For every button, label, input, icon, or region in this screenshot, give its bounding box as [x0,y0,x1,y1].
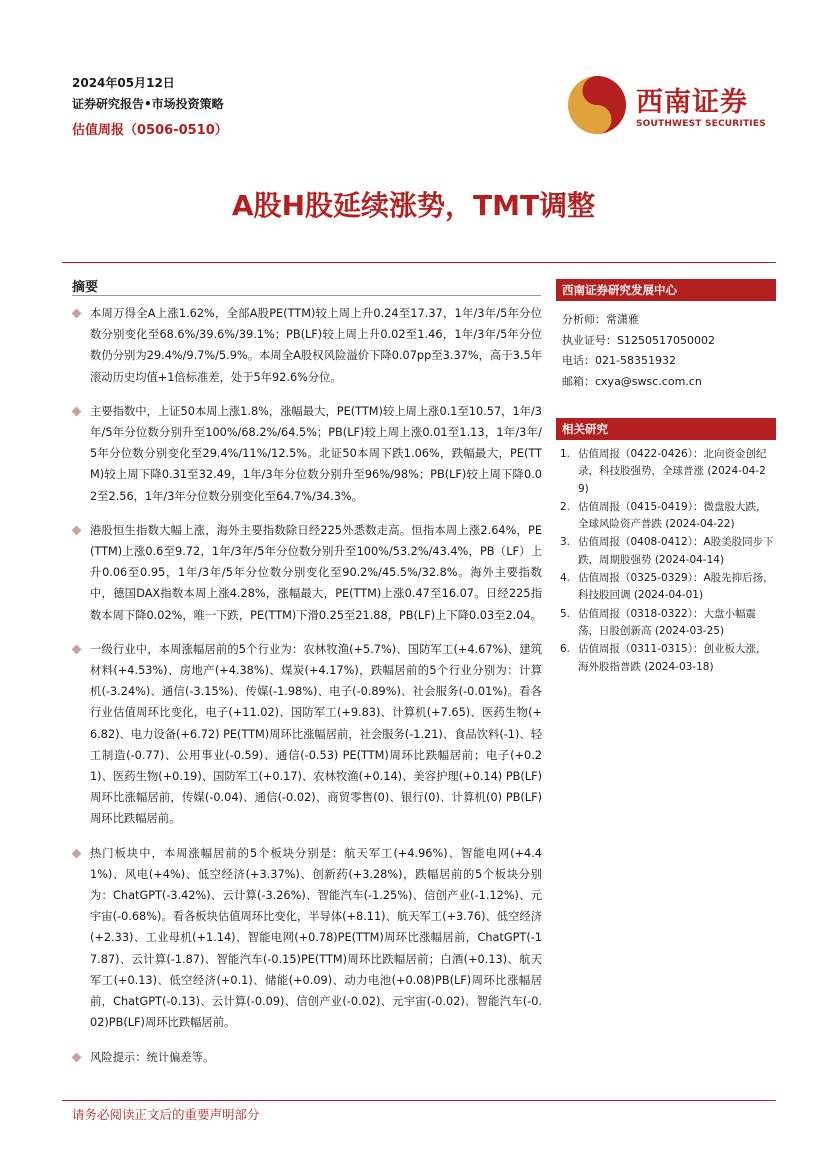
footer-disclaimer: 请务必阅读正文后的重要声明部分 [72,1107,260,1122]
item-number: 1. [560,448,571,460]
abstract-bullet [72,843,542,1034]
southwest-securities-logo-icon [566,74,628,136]
item-text: 估值周报（0422-0426）：北向资金创纪录，科技股强势，全球普涨 (2024-04-29) [578,448,767,495]
diamond-bullet-icon [72,644,82,654]
diamond-bullet-icon [72,1052,82,1062]
item-text: 估值周报（0325-0329）：A股先抑后扬，科技股回调 (2024-04-01) [578,572,774,602]
item-text: 估值周报（0318-0322）：大盘小幅震荡，日股创新高 (2024-03-25) [578,607,756,637]
item-number: 4. [560,572,571,585]
related-research-list [556,440,776,676]
abstract-bullet [72,639,542,830]
analyst-email[interactable]: 邮箱：cxya@swsc.com.cn [562,374,702,388]
abstract-bullet [72,1047,542,1068]
bullet-text: 热门板块中，本周涨幅居前的5个板块分别是：航天军工(+4.96%)、智能电网(+4.41%)、风电(+4%)、低空经济(+3.37%)、创新药(+3.28%)，跌幅居前的5个板块分别为：ChatGPT(-3.42%)、云计算(-3.26%)、智能汽车(-1.25%)、信创产业(-1.12%)、元宇宙(-0.68%)。看各板块估值周环比变化，半导体(+8.11)、航天军工(+3.76)、低空经济(+2.33)、工业母机(+1.14)、智能电网(+0.78)PE(TTM)周环比涨幅居前，ChatGPT(-17.87)、云计算(-1.87)、智能汽车(-0.15)PE(TTM)周环比跌幅居前；白酒(+0.13)、航天军工(+0.13)、低空经济(+0.1)、储能(+0.09)、动力电池(+0.08)PB(LF)周环比涨幅居前，ChatGPT(-0.13)、云计算(-0.09)、信创产业(-0.02)、元宇宙(-0.02)、智能汽车(-0.02)PB(LF)周环比跌幅居前。 [90,846,542,1030]
abstract-bullet [72,520,542,626]
analyst-name: 分析师：常潇雅 [562,313,639,326]
abstract-heading: 摘要 [72,280,99,295]
diamond-bullet-icon [72,406,82,416]
analyst-info [556,301,776,418]
item-text: 估值周报（0311-0315）：创业板大涨，海外股指普跌 (2024-03-18) [578,643,767,673]
abstract-divider [72,295,541,296]
related-research-item[interactable] [556,499,776,534]
diamond-bullet-icon [72,525,82,535]
footer-divider [62,1100,776,1101]
item-text: 估值周报（0408-0412）：A股美股同步下跌，周期股强势 (2024-04-14) [578,536,774,566]
item-number: 5. [560,607,571,620]
diamond-bullet-icon [72,309,82,319]
divider [62,262,776,263]
item-number: 3. [560,536,571,549]
company-logo [566,74,776,136]
item-number: 6. [560,643,571,656]
bullet-text: 港股恒生指数大幅上涨，海外主要指数除日经225外悉数走高。恒指本周上涨2.64%，PE(TTM)上涨0.6至9.72，1年/3年/5年分位数分别升至100%/53.2%/43.4%，PB（LF）上升0.06至0.95，1年/3年/5年分位数分别变化至90.2%/45.5%/32.8%。海外主要指数中，德国DAX指数本周上涨4.28%，涨幅最大，PE(TTM)上涨0.47至16.07。日经225指数本周下降0.02%，唯一下跌，PE(TTM)下滑0.25至21.88，PB(LF)上下降0.03至2.04。 [90,523,542,622]
abstract-bullet [72,401,542,507]
abstract-bullet [72,303,542,388]
related-research-item[interactable] [556,570,776,605]
logo-chinese-name: 西南证券 [636,87,748,118]
related-research-item[interactable] [556,534,776,569]
related-research-item[interactable] [556,606,776,641]
analyst-phone: 电话：021-58351932 [562,354,676,368]
related-research-title: 相关研究 [556,418,776,440]
related-research-item[interactable] [556,641,776,676]
item-text: 估值周报（0415-0419）：微盘股大跌，全球风险资产普跌 (2024-04-22) [578,500,767,531]
report-date: 2024年05月12日 [72,76,175,90]
logo-english-name: SOUTHWEST SECURITIES [636,119,766,129]
diamond-bullet-icon [72,848,82,858]
research-center-title: 西南证券研究发展中心 [556,279,776,301]
sidebar [556,279,776,677]
bullet-text: 本周万得全A上涨1.62%，全部A股PE(TTM)较上周上升0.24至17.37，1年/3年/5年分位数分别变化至68.6%/39.6%/39.1%；PB(LF)较上周上升0.02至1.46，1年/3年/5年分位数仍分别为29.4%/9.7%/5.9%。本周全A股权风险溢价下降0.07pp至3.37%，高于3.5年滚动历史均值+1倍标准差，处于5年92.6%分位。 [90,307,542,384]
item-number: 2. [560,500,571,513]
report-type: 证券研究报告•市场投资策略 [72,97,224,111]
report-series: 估值周报（0506-0510） [72,123,228,138]
bullet-text: 风险提示：统计偏差等。 [90,1050,215,1064]
bullet-text: 一级行业中，本周涨幅居前的5个行业为：农林牧渔(+5.7%)、国防军工(+4.67%)、建筑材料(+4.53%)、房地产(+4.38%)、煤炭(+4.17%)，跌幅居前的5个行业分别为：计算机(-3.24%)、通信(-3.15%)、传媒(-1.98%)、电子(-0.89%)、社会服务(-0.01%)。看各行业估值周环比变化，电子(+11.02)、国防军工(+9.83)、计算机(+7.65)、医药生物(+6.82)、电力设备(+6.72) PE(TTM)周环比涨幅居前，社会服务(-1.21)、食品饮料(-1)、轻工制造(-0.77)、公用事业(-0.59)、通信(-0.53) PE(TTM)周环比跌幅居前；电子(+0.21)、医药生物(+0.19)、国防军工(+0.17)、农林牧渔(+0.14)、美容护理(+0.14) PB(LF)周环比涨幅居前，传媒(-0.04)、通信(-0.02)、商贸零售(0)、银行(0)、计算机(0) PB(LF)周环比跌幅居前。 [90,642,542,826]
abstract-body [72,303,542,1081]
analyst-license: 执业证号：S1250517050002 [562,333,715,347]
related-research-item[interactable] [556,446,776,498]
report-title: A股H股延续涨势，TMT调整 [231,189,596,222]
bullet-text: 主要指数中，上证50本周上涨1.8%，涨幅最大，PE(TTM)较上周上涨0.1至10.57，1年/3年/5年分位数分别升至100%/68.2%/64.5%；PB(LF)较上周上涨0.01至1.13，1年/3年/5年分位数分别变化至29.4%/11%/12.5%。北证50本周下跌1.06%，跌幅最大，PE(TTM)较上周下降0.31至32.49，1年/3年分位数分别升至96%/98%；PB(LF)较上周下降0.02至2.56，1年/3年分位数分别变化至64.7%/34.3%。 [90,404,542,503]
